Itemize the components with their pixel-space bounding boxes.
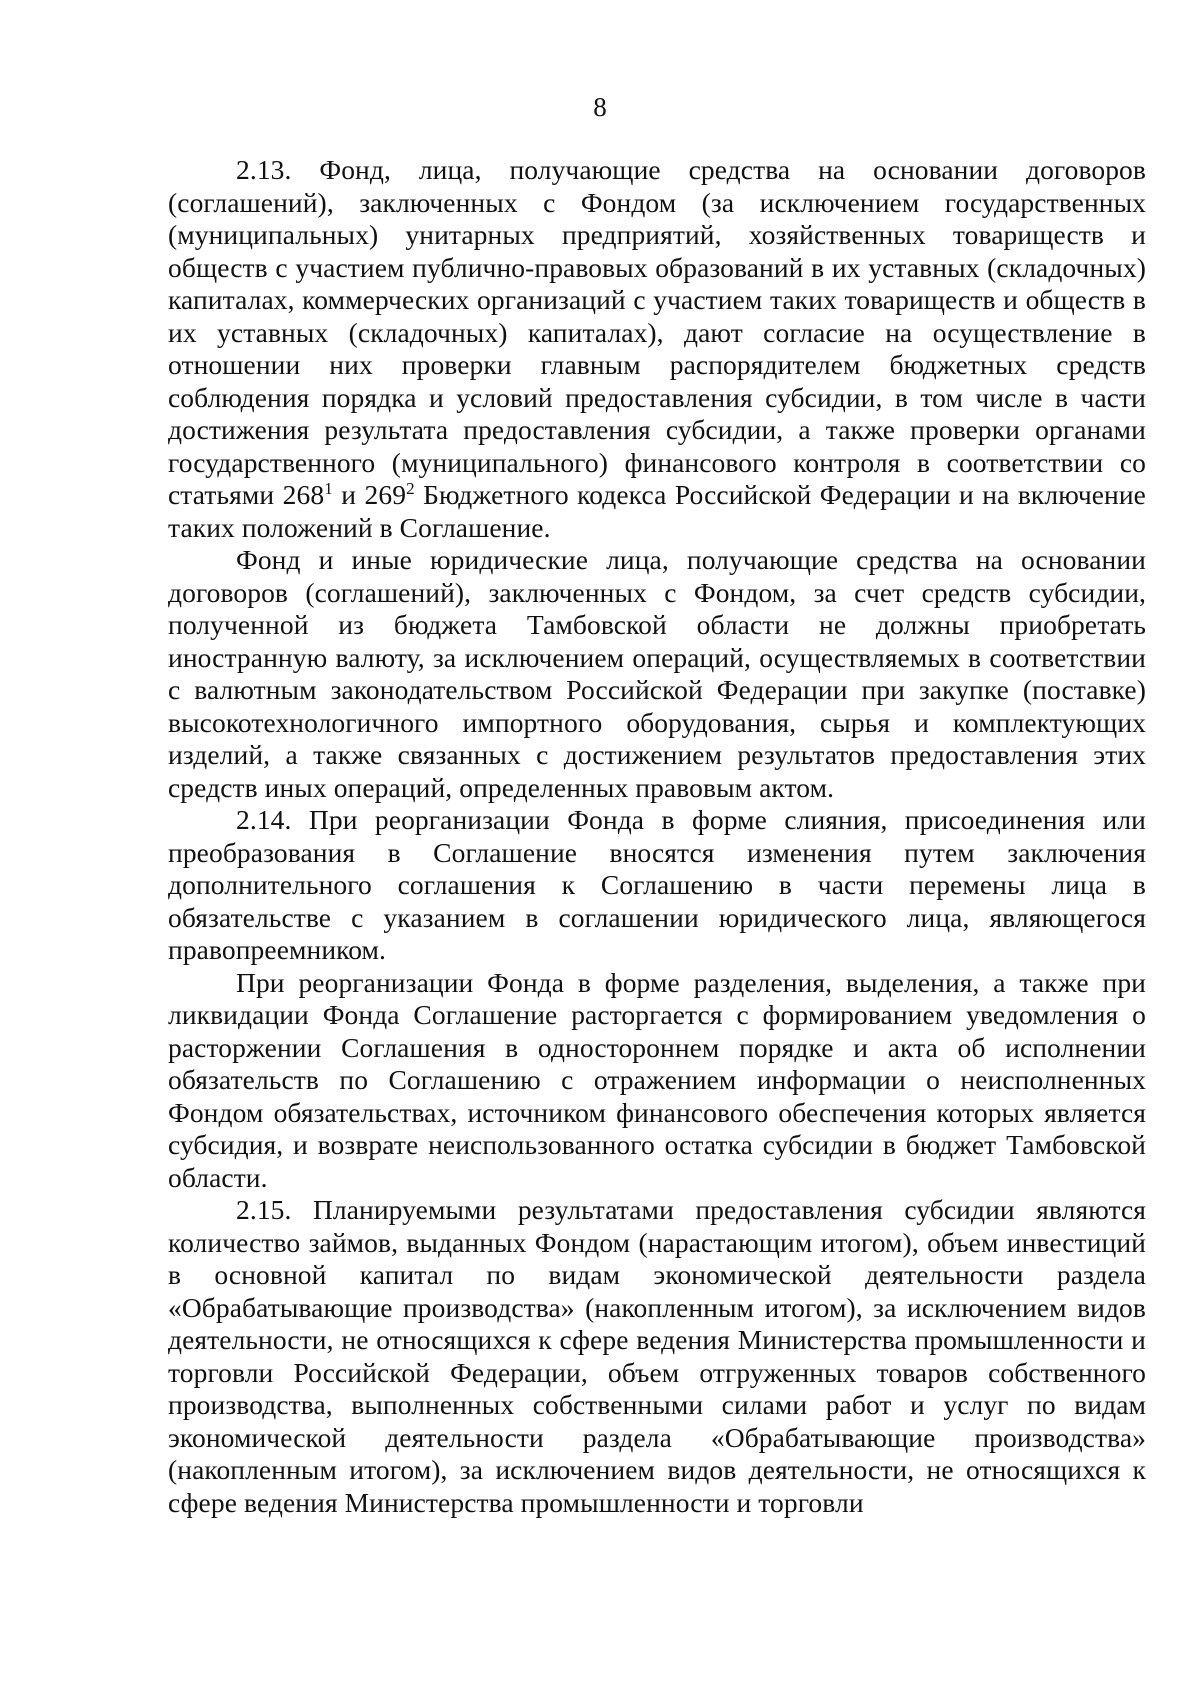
paragraph-foreign-currency: Фонд и иные юридические лица, получающие средства на основании договоров (соглашений), заключенных с Фондом, за счет средств субсидии, полученной из бюджета Тамбовской области не должны приобретать иностранную валюту, за исключением операций, осуществляемых в соответствии с валютным законодательством Российской Федерации при закупке (поставке) высокотехнологичного импортного оборудования, сырья и комплектующих изделий, а также связанных с достижением результатов предоставления этих средств иных операций, определенных правовым актом. <box>168 544 1146 803</box>
paragraph-2-13-text-start: 2.13. Фонд, лица, получающие средства на основании договоров (соглашений), заключенных с Фондом (за исключением государственных (муниципальных) унитарных предприятий, хозяйственных товариществ и обществ с участием публично-правовых образований в их уставных (складочных) капиталах, коммерческих организаций с участием таких товариществ и обществ в их уставных (складочных) капиталах), дают согласие на осуществление в отношении них проверки главным распорядителем бюджетных средств соблюдения порядка и условий предоставления субсидии, в том числе в части достижения результата предоставления субсидии, а также проверки органами государственного (муниципального) финансового контроля в соответствии со статьями 268 <box>168 154 1146 510</box>
paragraph-2-15: 2.15. Планируемыми результатами предоставления субсидии являются количество займов, выданных Фондом (нарастающим итогом), объем инвестиций в основной капитал по видам экономической деятельности раздела «Обрабатывающие производства» (накопленным итогом), за исключением видов деятельности, не относящихся к сфере ведения Министерства промышленности и торговли Российской Федерации, объем отгруженных товаров собственного производства, выполненных собственными силами работ и услуг по видам экономической деятельности раздела «Обрабатывающие производства» (накопленным итогом), за исключением видов деятельности, не относящихся к сфере ведения Министерства промышленности и торговли <box>168 1194 1146 1518</box>
paragraph-2-13 <box>168 154 1146 544</box>
document-body <box>168 154 1146 1519</box>
paragraph-2-14: 2.14. При реорганизации Фонда в форме слияния, присоединения или преобразования в Соглашение вносятся изменения путем заключения дополнительного соглашения к Соглашению в части перемены лица в обязательстве с указанием в соглашении юридического лица, являющегося правопреемником. <box>168 804 1146 965</box>
page-number: 8 <box>593 92 607 122</box>
article-268-superscript: 1 <box>324 478 333 498</box>
paragraph-2-13-text-middle: и 269 <box>332 479 407 510</box>
paragraph-reorganization-termination: При реорганизации Фонда в форме разделения, выделения, а также при ликвидации Фонда Соглашение расторгается с формированием уведомления о расторжении Соглашения в одностороннем порядке и акта об исполнении обязательств по Соглашению с отражением информации о неисполненных Фондом обязательствах, источником финансового обеспечения которых является субсидия, и возврате неиспользованного остатка субсидии в бюджет Тамбовской области. <box>168 966 1146 1193</box>
paragraph-2-13-text-end: Бюджетного кодекса Российской Федерации и на включение таких положений в Соглашение. <box>168 479 1146 543</box>
article-269-superscript: 2 <box>406 478 415 498</box>
